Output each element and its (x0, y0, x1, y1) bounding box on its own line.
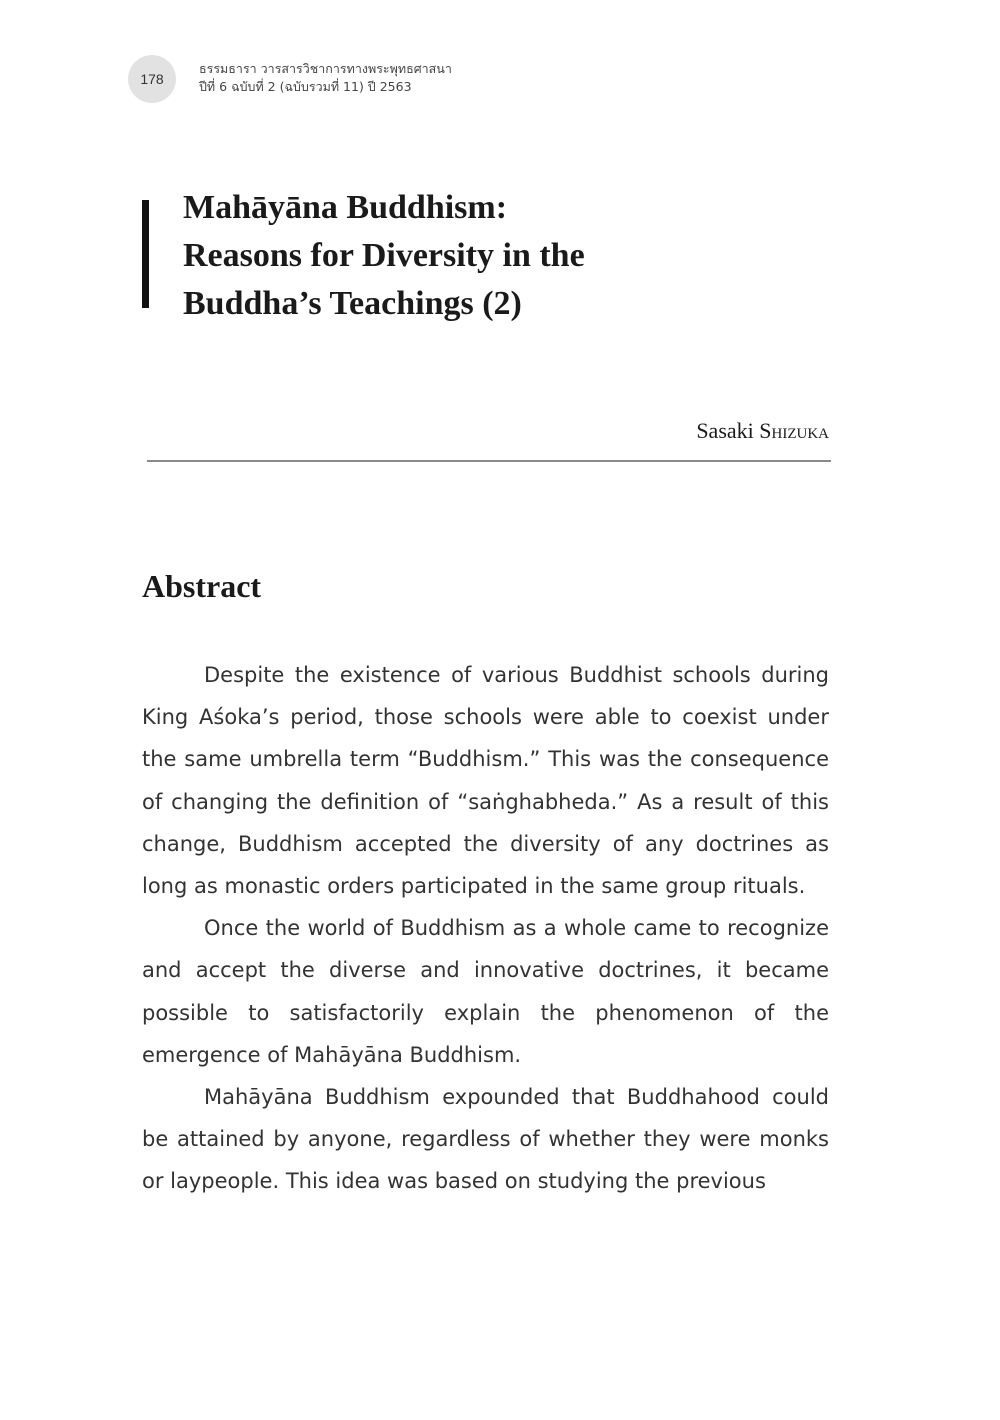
title-accent-bar (142, 200, 149, 308)
abstract-paragraph: Once the world of Buddhism as a whole came to recognize and accept the diverse and innovative doctrines, it became possible to satisfactorily explain the phenomenon of the emergence of Mahāyāna Buddhism. (142, 916, 829, 1067)
title-line: Buddha’s Teachings (2) (183, 285, 522, 322)
page-number: 178 (140, 71, 164, 87)
abstract-heading: Abstract (142, 568, 262, 604)
author-divider (147, 460, 831, 462)
page-number-badge (128, 55, 176, 103)
author-family-name: Shizuka (759, 418, 829, 443)
issue-info: ปีที่ 6 ฉบับที่ 2 (ฉบับรวมที่ 11) ปี 2563 (199, 79, 412, 94)
author-name (696, 418, 829, 444)
author-given-name: Sasaki (696, 418, 754, 443)
running-head (199, 60, 452, 96)
abstract-paragraph: Despite the existence of various Buddhist schools during King Aśoka’s period, those schools were able to coexist under the same umbrella term “Buddhism.” This was the consequence of changing the definition of “saṅghabheda.” As a result of this change, Buddhism accepted the diversity of any doctrines as long as monastic orders participated in the same group rituals. (142, 663, 829, 899)
title-line: Reasons for Diversity in the (183, 237, 585, 274)
journal-name: ธรรมธารา วารสารวิชาการทางพระพุทธศาสนา (199, 61, 452, 76)
title-line: Mahāyāna Buddhism: (183, 189, 508, 226)
abstract-paragraph: Mahāyāna Buddhism expounded that Buddhahood could be attained by anyone, regardless of whether they were monks or laypeople. This idea was based on studying the previous (142, 1085, 829, 1194)
abstract-body (142, 654, 829, 1203)
article-title (183, 184, 883, 328)
